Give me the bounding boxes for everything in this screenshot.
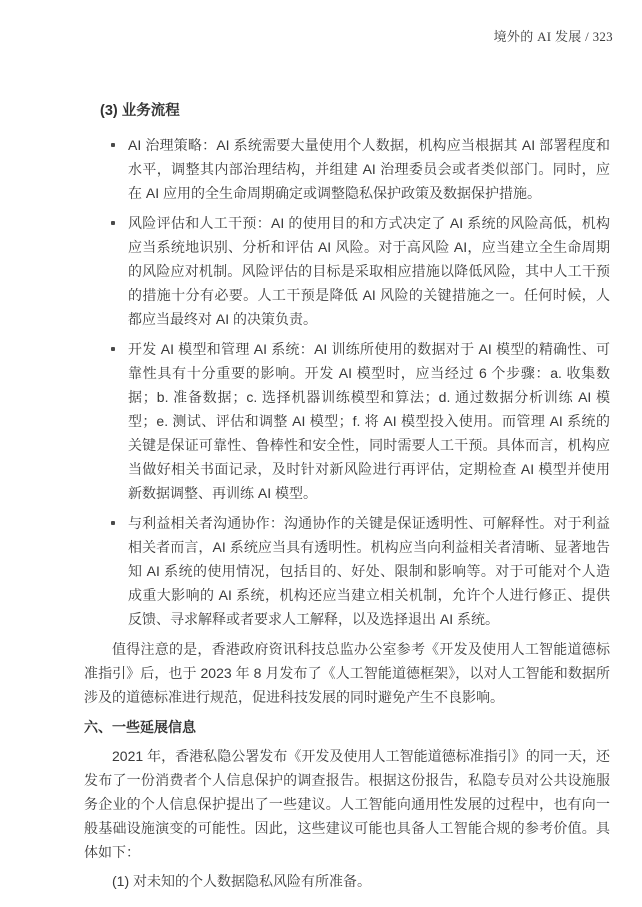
section-heading-business-process: (3) 业务流程 bbox=[100, 103, 180, 119]
page-content bbox=[84, 100, 610, 893]
bullet-icon bbox=[111, 143, 115, 147]
bullet-text: AI 治理策略：AI 系统需要大量使用个人数据，机构应当根据其 AI 部署程度和水平，调整其内部治理结构，并组建 AI 治理委员会或者类似部门。同时，应在 AI 应用的全生命周期确定或调整隐私保护政策及数据保护措施。 bbox=[128, 137, 610, 201]
note-paragraph: 值得注意的是，香港政府资讯科技总监办公室参考《开发及使用人工智能道德标准指引》后，也于 2023 年 8 月发布了《人工智能道德框架》，以对人工智能和数据所涉及的道德标准进行规范，促进科技发展的同时避免产生不良影响。 bbox=[84, 641, 610, 705]
bullet-item-governance-strategy bbox=[84, 133, 610, 205]
bullet-list bbox=[84, 133, 610, 631]
numbered-item-1: (1) 对未知的个人数据隐私风险有所准备。 bbox=[112, 873, 371, 889]
subsection-heading-extension-info: 六、一些延展信息 bbox=[84, 719, 196, 735]
bullet-icon bbox=[111, 347, 115, 351]
bullet-icon bbox=[111, 221, 115, 225]
bullet-item-stakeholder-communication bbox=[84, 511, 610, 631]
bullet-icon bbox=[111, 521, 115, 525]
bullet-item-risk-assessment bbox=[84, 211, 610, 331]
page-header: 境外的 AI 发展 / 323 bbox=[493, 29, 613, 44]
bullet-text: 风险评估和人工干预：AI 的使用目的和方式决定了 AI 系统的风险高低，机构应当系统地识别、分析和评估 AI 风险。对于高风险 AI，应当建立全生命周期的风险应对机制。风险评估的目标是采取相应措施以降低风险，其中人工干预的措施十分有必要。人工干预是降低 AI 风险的关键措施之一。任何时候，人都应当最终对 AI 的决策负责。 bbox=[128, 215, 610, 327]
bullet-item-develop-manage-ai bbox=[84, 337, 610, 505]
bullet-text: 开发 AI 模型和管理 AI 系统：AI 训练所使用的数据对于 AI 模型的精确性、可靠性具有十分重要的影响。开发 AI 模型时，应当经过 6 个步骤：a. 收集数据；b. 准备数据；c. 选择机器训练模型和算法；d. 通过数据分析训练 AI 模型；e. 测试、评估和调整 AI 模型；f. 将 AI 模型投入使用。而管理 AI 系统的关键是保证可靠性、鲁棒性和安全性，同时需要人工干预。具体而言，机构应当做好相关书面记录，及时针对新风险进行再评估，定期检查 AI 模型并使用新数据调整、再训练 AI 模型。 bbox=[128, 341, 610, 501]
bullet-text: 与利益相关者沟通协作：沟通协作的关键是保证透明性、可解释性。对于利益相关者而言，AI 系统应当具有透明性。机构应当向利益相关者清晰、显著地告知 AI 系统的使用情况，包括目的、好处、限制和影响等。对于可能对个人造成重大影响的 AI 系统，机构还应当建立相关机制，允许个人进行修正、提供反馈、寻求解释或者要求人工解释，以及选择退出 AI 系统。 bbox=[128, 515, 610, 627]
extension-paragraph: 2021 年，香港私隐公署发布《开发及使用人工智能道德标准指引》的同一天，还发布了一份消费者个人信息保护的调查报告。根据这份报告，私隐专员对公共设施服务企业的个人信息保护提出了一些建议。人工智能向通用性发展的过程中，也有向一般基础设施演变的可能性。因此，这些建议可能也具备人工智能合规的参考价值。具体如下： bbox=[84, 748, 610, 860]
